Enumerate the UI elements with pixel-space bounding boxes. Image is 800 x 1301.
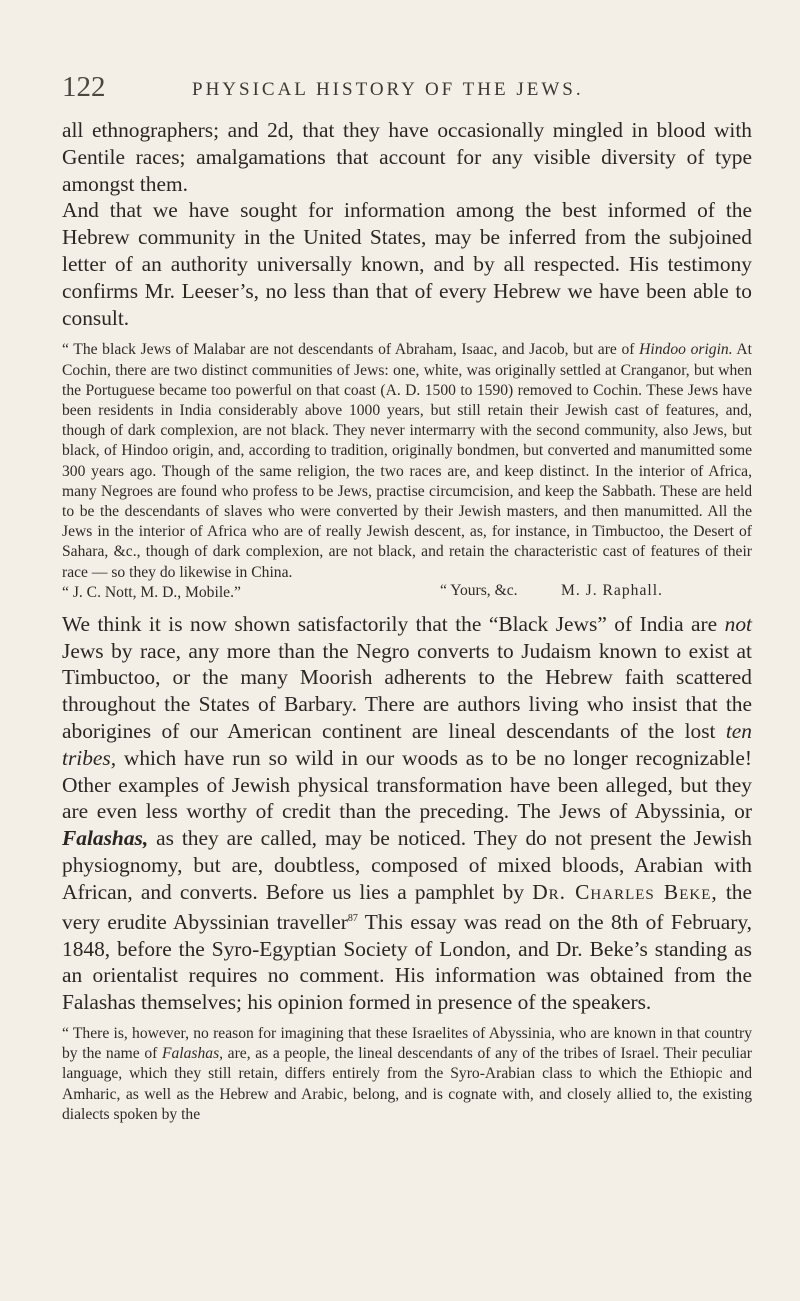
paragraph-3 <box>62 611 752 1016</box>
p3-e: the very erudite Abyssinian traveller <box>62 879 752 934</box>
letter-addressee: “ J. C. Nott, M. D., Mobile.” <box>62 583 241 601</box>
p3-c-italic: Falashas, <box>62 826 149 851</box>
page-header <box>62 71 748 105</box>
footnote-ref: 87 <box>347 912 358 924</box>
letter-text-1: “ The black Jews of Malabar are not descendants of Abraham, Isaac, and Jacob, but are of <box>62 341 640 359</box>
running-title: PHYSICAL HISTORY OF THE JEWS. <box>192 79 584 100</box>
letter-signature: M. J. Raphall. <box>561 581 663 599</box>
quote2-a: “ There is, however, no reason for imagining that these Israelites of Abyssinia, who are known in that country by the name of <box>62 1024 752 1063</box>
quote2-italic: Falashas, <box>161 1045 224 1063</box>
letter-quote <box>62 340 752 582</box>
letter-signature-row <box>62 583 752 605</box>
p3-a: We think it is now shown satisfactorily that the “Black Jews” of India are <box>62 611 725 636</box>
p3-b: Jews by race, any more than the Negro converts to Judaism known to exist at Timbuctoo, or the many Moorish adherents to the Hebrew faith scattered throughout the States of Barbary. There are authors living who insist that the aborigines of our American continent are lineal descendants of the lost <box>62 638 752 743</box>
page-body <box>62 117 752 1125</box>
page-number: 122 <box>62 71 106 103</box>
paragraph-2-text: And that we have sought for information among the best informed of the Hebrew community in the United States, may be inferred from the subjoined letter of an authority universally known, and by all respected. His testimony confirms Mr. Leeser’s, no less than that of every Hebrew we have been able to consult. <box>62 198 752 330</box>
p3-f: This essay was read on the 8th of February, 1848, before the Syro-Egyptian Society of London, and Dr. Beke’s standing as an orientalist requires no comment. His information was obtained from the Falashas themselves; his opinion formed in presence of the speakers. <box>62 909 752 1015</box>
p3-a-italic: not <box>724 611 752 636</box>
letter-closing: “ Yours, &c. <box>440 581 518 599</box>
beke-quote <box>62 1024 752 1125</box>
p3-b-italic: ten tribes, <box>62 719 752 770</box>
paragraph-2 <box>62 197 752 331</box>
letter-italic-origin: Hindoo origin. <box>639 341 733 359</box>
p3-d-smallcaps: Dr. Charles Beke, <box>532 879 718 904</box>
letter-text-2: At Cochin, there are two distinct communities of Jews: one, white, was originally settled at Cranganor, but when the Portuguese became too powerful on that coast (A. D. 1500 to 1590) removed to Cochin. These Jews have been residents in India considerably above 1000 years, but still retain their Jewish cast of features, and, though of dark complexion, are not black. They never intermarry with the second community, also Jews, but black, of Hindoo origin, and, according to tradition, originally bondmen, but converted and manumitted some 300 years ago. Though of the same religion, the two races are, and keep distinct. In the interior of Africa, many Negroes are found who profess to be Jews, practise circumcision, and keep the Sabbath. These are held to be the descendants of slaves who were converted by their Jewish masters, and then manumitted. All the Jews in the interior of Africa who are of really Jewish descent, as, for instance, in Timbuctoo, the Desert of Sahara, &c., though of dark complexion, are not black, and retain the characteristic cast of features of their race — so they do likewise in China. <box>62 341 752 581</box>
quote2-b: are, as a people, the lineal descendants of any of the tribes of Israel. Their peculiar language, which they still retain, differs entirely from the Syro-Arabian class to which the Ethiopic and Amharic, as well as the Hebrew and Arabic, belong, and is cognate with, and closely allied to, the existing dialects spoken by the <box>62 1045 752 1123</box>
p3-d: as they are called, may be noticed. They do not present the Jewish physiognomy, but are, doubtless, composed of mixed bloods, Arabian with African, and converts. Before us lies a pamphlet by <box>62 826 752 904</box>
p3-c: which have run so wild in our woods as to be no longer recognizable! Other examples of Jewish physical transformation have been alleged, but they are even less worthy of credit than the preceding. The Jews of Abyssinia, or <box>62 745 752 824</box>
paragraph-1: all ethnographers; and 2d, that they have occasionally mingled in blood with Gentile races; amalgamations that account for any visible diversity of type amongst them. <box>62 118 752 196</box>
